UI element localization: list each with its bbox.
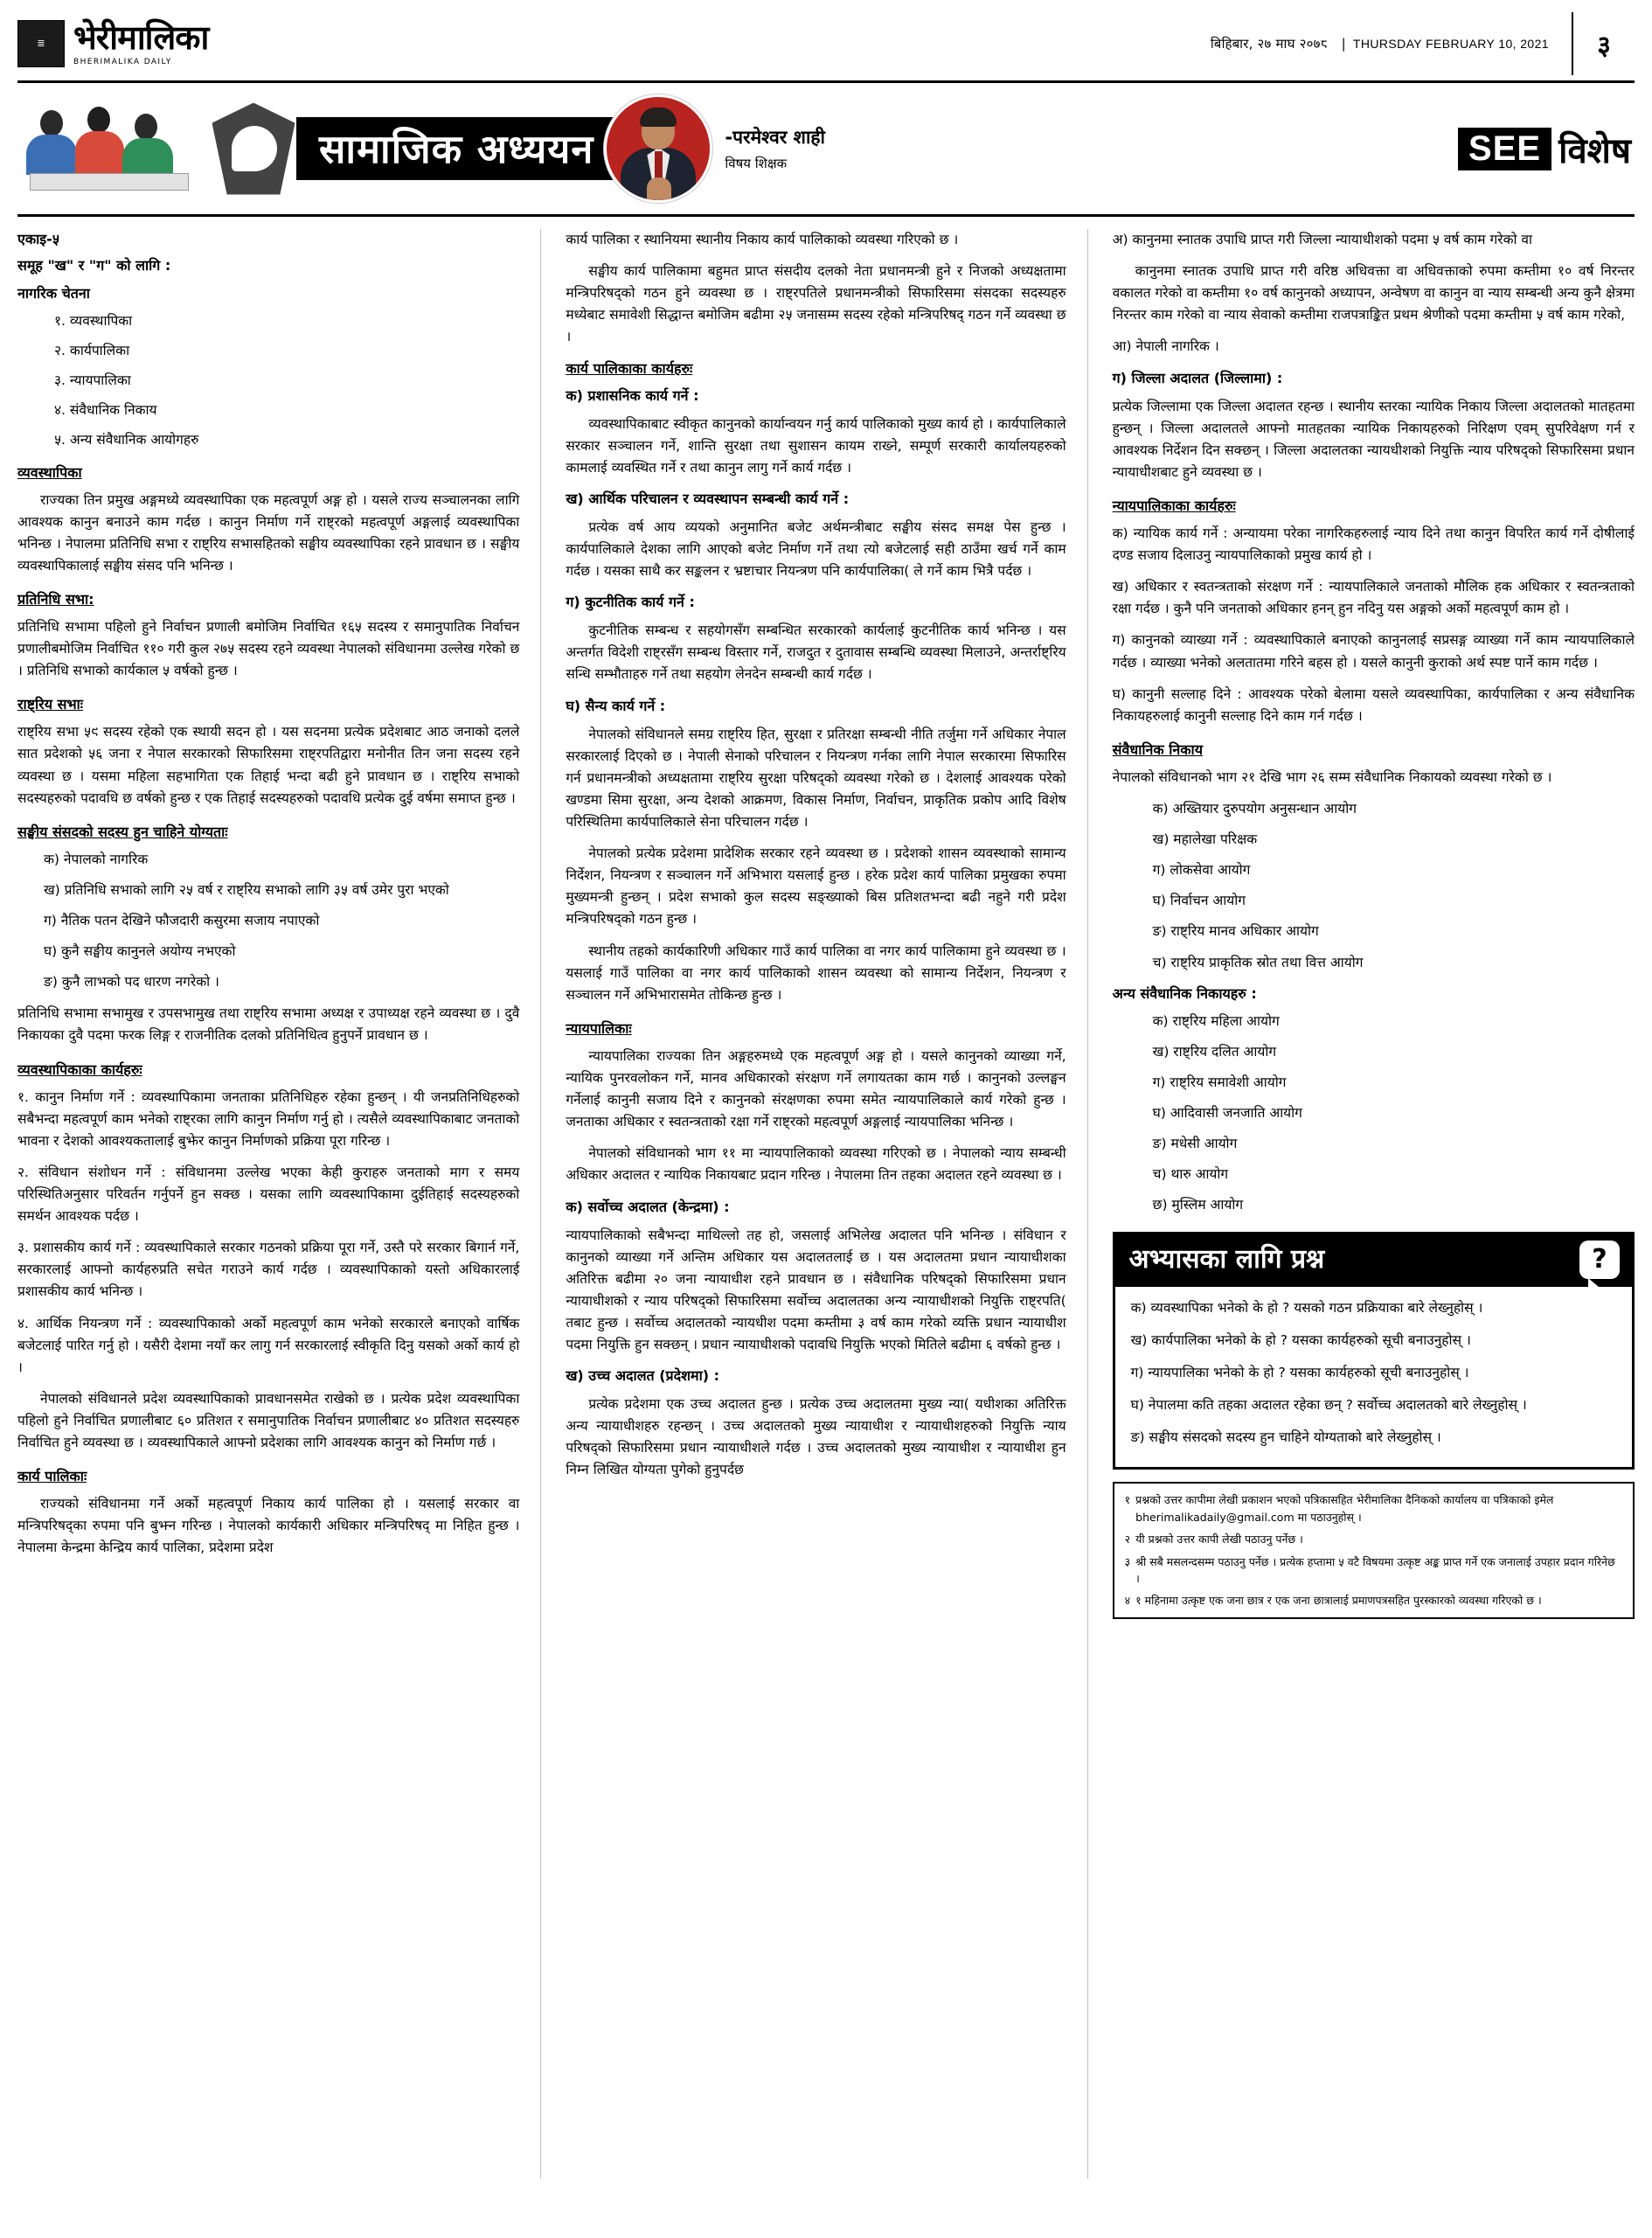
heading-constitutional-bodies: संवैधानिक निकाय [1112,740,1203,758]
masthead [17,12,1635,83]
heading-executive: कार्य पालिकाः [17,1468,87,1485]
note-row [1125,1553,1622,1588]
date-nepali: बिहिबार, २७ माघ २०७८ [1210,36,1328,52]
news-logo-icon: ≣ [17,20,65,67]
list-item: क) राष्ट्रिय महिला आयोग [1152,1012,1280,1029]
practice-questions-title: अभ्यासका लागि प्रश्न [1128,1244,1325,1275]
list-item: ख) महालेखा परिक्षक [1152,831,1258,848]
author-role: विषय शिक्षक [725,156,788,172]
list-item: ग) नैतिक पतन देखिने फौजदारी कसुरमा सजाय नपाएको [44,912,320,928]
list-item: ग) राष्ट्रिय समावेशी आयोग [1152,1074,1287,1090]
paragraph: १. कानुन निर्माण गर्ने : व्यवस्थापिकामा जनताका प्रतिनिधिहरु रहेका हुन्छन् । यी जनप्रतिनिधिहरुको सबैभन्दा महत्वपूर्ण काम भनेको राष्ट्रका लागि कानुन निर्माण गर्नु हो । त्यसैले व्यवस्थापिकाबाट जनताको भावना र देशको आवश्यकतालाई बुझेर कानुन निर्माणको प्रक्रिया पूरा गरिन्छ । [17,1088,520,1149]
subheading-financial: ख) आर्थिक परिचालन र व्यवस्थापन सम्बन्धी कार्य गर्ने : [566,490,850,507]
paragraph: ३. प्रशासकीय कार्य गर्ने : व्यवस्थापिकाले सरकार गठनको प्रक्रिया पूरा गर्ने, उस्तै परे सरकार बिगार्न गर्ने, सरकारलाई आफ्नो कार्यहरुप्रति सचेत गराउने कार्य गर्दछ । व्यवस्थापिकाको यस्तो अधिकारलाई प्रशासकीय कार्य भनिन्छ । [17,1240,520,1300]
students-illustration [17,96,205,201]
paragraph: प्रत्येक जिल्लामा एक जिल्ला अदालत रहन्छ । स्थानीय स्तरका न्यायिक निकाय जिल्ला अदालतको मातहतमा हुन्छन् । जिल्ला अदालतले आफ्नो मातहतका न्यायिक निकायहरुको निरिक्षण एवम् सुपरिवेक्षण गर्न र आवश्यक निर्देशन दिन सक्छन् । जिल्ला अदालतका न्यायधीशको नियुक्ति न्याय परिषद्को सिफारिसमा प्रधान न्यायाधीशबाट हुने व्यवस्था छ । [1112,398,1635,480]
list-item: च) राष्ट्रिय प्राकृतिक स्रोत तथा वित्त आयोग [1152,954,1364,970]
masthead-date [306,12,1572,75]
paragraph: न्यायपालिकाको सबैभन्दा माथिल्लो तह हो, जसलाई अभिलेख अदालत पनि भनिन्छ । संविधान र कानुनको व्याख्या गर्ने अन्तिम अधिकार यस अदालतलाई छ । यस अदालतमा प्रधान न्यायाधीशका अतिरिक्त बढीमा २० जना न्यायाधीश रहने प्रावधान छ । संवैधानिक परिषद्को सिफारिसमा प्रधान न्यायाधीशको र न्याय परिषद्को सिफारिसमा सर्वोच्च अदालतका अन्य न्यायाधीशको नियुक्ति राष्ट्रपति( तबाट हुन्छ । सर्वोच्च अदालतको न्यायधीश पदमा कम्तीमा ३ वर्ष काम गरेको व्यक्ति प्रधान न्यायाधीश पदमा नियुक्ति हुन सक्छन् । प्रधान न्यायाधीशको पदावधि नियुक्ति भएको मितिले बढीमा ६ वर्षको हुन्छ । [566,1227,1066,1353]
qualifications-list [17,849,519,994]
practice-questions-list [1115,1297,1632,1448]
unit-label: एकाइ-५ [17,231,60,247]
heading-qualifications: सङ्घीय संसदको सदस्य हुन चाहिने योग्यताः [17,823,228,840]
paragraph: ख) अधिकार र स्वतन्त्रताको संरक्षण गर्ने : न्यायपालिकाले जनताको मौलिक हक अधिकार र स्वतन्त्रताको रक्षा गर्दछ । कुनै पनि जनताको अधिकार हनन् हुन नदिनु यस अङ्गको अर्को महत्वपूर्ण काम हो । [1112,579,1635,617]
subheading-district-court: ग) जिल्ला अदालत (जिल्लामा) : [1112,369,1283,386]
author-name: -परमेश्वर शाही [725,126,825,148]
bullet-icon: १ [1124,1493,1131,1507]
bullet-icon: ४ [1124,1594,1131,1608]
column-two [564,229,1087,2179]
criterion-b-text: आ) नेपाली नागरिक । [1112,338,1219,355]
list-item: ङ) मधेसी आयोग [1152,1136,1238,1152]
constitutional-bodies-list [1113,798,1635,974]
list-item: घ) नेपालमा कति तहका अदालत रहेका छन् ? सर्वोच्च अदालतको बारे लेख्नुहोस् । [1130,1396,1527,1413]
list-item: क) अख्तियार दुरुपयोग अनुसन्धान आयोग [1152,800,1357,817]
bullet-icon: २ [1124,1533,1131,1546]
list-item: घ) आदिवासी जनजाति आयोग [1152,1104,1302,1121]
newspaper-logo [17,12,306,75]
subheading-high-court: ख) उच्च अदालत (प्रदेशमा) : [566,1367,720,1385]
subheading-supreme-court: क) सर्वोच्च अदालत (केन्द्रमा) : [566,1198,730,1215]
heading-judiciary-functions: न्यायपालिकाका कार्यहरुः [1112,497,1236,514]
paragraph: नेपालको संविधानको भाग ११ मा न्यायपालिकाको व्यवस्था गरिएको छ । नेपालको न्याय सम्बन्धी अधिकार अदालत र न्यायिक निकायबाट प्रदान गरिन्छ । नेपालमा तिन तहका अदालत रहने व्यवस्था छ । [566,1145,1066,1184]
see-badge-np: विशेष [1558,130,1631,171]
practice-questions-header [1115,1234,1632,1287]
heading-executive-functions: कार्य पालिकाका कार्यहरुः [566,359,693,377]
paragraph: प्रत्येक वर्ष आय व्ययको अनुमानित बजेट अर्थमन्त्रीबाट सङ्घीय संसद समक्ष पेस हुन्छ । कार्यपालिकाले देशका लागि आएको बजेट निर्माण गर्ने तथा त्यो बजेटलाई सही ठाउँमा खर्च गर्ने काम गर्दछ । यसका साथै कर सङ्कलन र भ्रष्टाचार नियन्त्रण पनि कार्यपालिका( ले गर्ने काम भित्रै पर्दछ । [566,518,1066,580]
paragraph: नेपालको संविधानले समग्र राष्ट्रिय हित, सुरक्षा र प्रतिरक्षा सम्बन्धी नीति तर्जुमा गर्ने अधिकार नेपाल सरकारलाई दिएको छ । नेपाली सेनाको परिचालन र नियन्त्रण गर्नका लागि नेपाल सरकारमा सिफारिस गर्न प्रधानमन्त्रीको अध्यक्षतामा राष्ट्रिय सुरक्षा परिषद्को व्यवस्था गरेको छ । देशलाई आवश्यक परेको खण्डमा सिमा सुरक्षा, अन्य देशको आक्रमण, विकास निर्माण, निर्वाचन, प्राकृतिक प्रकोप आदि विशेष परिस्थितिमा कार्यपालिकाले सेना परिचालन गर्दछ । [566,726,1066,830]
paragraph: घ) कानुनी सल्लाह दिने : आवश्यक परेको बेलामा यसले व्यवस्थापिका, कार्यपालिका र अन्य संवैधानिक निकायहरुलाई कानुनी सल्लाह दिने काम गर्न गर्दछ । [1112,685,1635,724]
note-text: प्रश्नको उत्तर कापीमा लेखी प्रकाशन भएको पत्रिकासहित भेरीमालिका दैनिकको कार्यालय वा पत्रिकाको इमेल bherimalikadaily@gmail.com मा पठाउनुहोस् । [1135,1493,1554,1524]
note-text: यी प्रश्नको उत्तर कापी लेखी पठाउनु पर्नेछ । [1135,1533,1303,1546]
other-bodies-list [1113,1011,1635,1217]
banner-emblem-icon [205,96,302,201]
note-text: १ महिनामा उत्कृष्ट एक जना छात्र र एक जना छात्रालाई प्रमाणपत्रसहित पुरस्कारको व्यवस्था गरिएको छ । [1135,1594,1542,1608]
list-item: ५. अन्य संवैधानिक आयोगहरु [54,432,199,448]
heading-legislature: व्यवस्थापिका [17,463,82,481]
list-item: ख) कार्यपालिका भनेको के हो ? यसका कार्यहरुको सूची बनाउनुहोस् । [1130,1332,1471,1349]
paragraph: सङ्घीय कार्य पालिकामा बहुमत प्राप्त संसदीय दलको नेता प्रधानमन्त्री हुने र निजको अध्यक्षतामा मन्त्रिपरिषद्को गठन हुने व्यवस्था छ । राष्ट्रपतिले प्रधानमन्त्रीको सिफारिसमा संसदका सदस्यहरु मध्येबाट समावेशी सिद्धान्त बमोजिम बढीमा २५ जनासम्म सदस्य रहेको मन्त्रिपरिषद् गठन गर्ने व्यवस्था छ । [566,263,1066,345]
paragraph: राज्यको संविधानमा गर्ने अर्को महत्वपूर्ण निकाय कार्य पालिका हो । यसलाई सरकार वा मन्त्रिपरिषद्का रुपमा पनि बुझ्न गरिन्छ । नेपालको कार्यकारी अधिकार मन्त्रिपरिषद् मा निहित हुन्छ । नेपालमा केन्द्रमा केन्द्रिय कार्य पालिका, प्रदेशमा प्रदेश [17,1496,520,1556]
list-item: च) थारु आयोग [1152,1166,1229,1183]
heading-other-bodies: अन्य संवैधानिक निकायहरु : [1112,984,1257,1002]
list-item: १. व्यवस्थापिका [54,313,133,329]
section-title-block [296,117,623,180]
subheading-administrative: क) प्रशासनिक कार्य गर्ने : [566,386,699,404]
author-meta [725,125,825,173]
heading-judiciary: न्यायपालिकाः [566,1019,632,1037]
list-item: ख) राष्ट्रिय दलित आयोग [1152,1043,1277,1060]
list-item: घ) कुनै सङ्घीय कानुनले अयोग्य नभएको [44,943,236,960]
practice-questions-box [1113,1232,1635,1470]
list-item: क) नेपालको नागरिक [44,851,149,867]
paragraph: कानुनमा स्नातक उपाधि प्राप्त गरी वरिष्ठ अधिवक्ता वा अधिवक्ताको रुपमा कम्तीमा १० वर्ष निरन्तर वकालत गरेको वा कम्तीमा १० वर्ष कानुनको अध्यापन, अन्वेषण वा कानुन वा न्याय सम्बन्धी अन्य कुनै क्षेत्रमा निरन्तर काम गरेको वा न्याय सेवाको कम्तीमा राजपत्राङ्कित प्रथम श्रेणीको पदमा कम्तीमा ५ वर्ष काम गरेको, [1112,263,1635,323]
list-item: ग) न्यायपालिका भनेको के हो ? यसका कार्यहरुको सूची बनाउनुहोस् । [1130,1364,1469,1380]
list-item: घ) निर्वाचन आयोग [1152,893,1246,909]
paragraph: ४. आर्थिक नियन्त्रण गर्ने : व्यवस्थापिकाको अर्को महत्वपूर्ण काम भनेको सरकारले बनाएको वार्षिक बजेटलाई पारित गर्नु हो । यसैरी देशमा नयाँ कर लागु गर्न सरकारलाई स्वीकृति दिनु यसको अर्को कार्य हो । [17,1315,520,1375]
criterion-a [1113,229,1635,251]
paragraph: नेपालको प्रत्येक प्रदेशमा प्रादेशिक सरकार रहने व्यवस्था छ । प्रदेशको शासन व्यवस्थाको सामान्य निर्देशन, नियन्त्रण र सञ्चालन गर्ने अभिभारा यसलाई हुन्छ । हरेक प्रदेश कार्य पालिका प्रमुखका रुपमा मुख्यमन्त्री हुन्छन् । प्रदेश सभाको कुल सदस्य सङ्ख्याको बिस प्रतिशतभन्दा बढी नहुने गरी प्रदेश मन्त्रिपरिषद्को गठन हुन्छ । [566,845,1066,928]
see-badge-en: SEE [1458,128,1551,170]
paragraph: व्यवस्थापिकाबाट स्वीकृत कानुनको कार्यान्वयन गर्नु कार्य पालिकाको मुख्य कार्य हो । कार्यपालिकाले सरकार सञ्चालन गर्ने, शान्ति सुरक्षा तथा सुशासन कायम राख्ने, सम्पूर्ण सरकारी कार्यालयहरुको कामलाई व्यवस्थित गर्ने र तथा कानुन लागु गर्ने कार्य गर्दछ । [566,415,1066,476]
paragraph: न्यायपालिका राज्यका तिन अङ्गहरुमध्ये एक महत्वपूर्ण अङ्ग हो । यसले कानुनको व्याख्या गर्ने, न्यायिक पुनरवलोकन गर्ने, मानव अधिकारको संरक्षण गर्ने लगायतका काम गर्छ । कानुनको उल्लङ्घन गर्नेलाई कानुनी सजाय दिने र कानुनको संरक्षणका रुपमा समेत न्यायपालिकाले कार्य गरेको हुन्छ । जनताका अधिकार र स्वतन्त्रताको रक्षा गर्ने राष्ट्रको महत्वपूर्ण अङ्गलाई न्यायपालिका भनिन्छ । [566,1047,1066,1130]
topic-list [17,310,519,452]
date-english: THURSDAY FEBRUARY 10, 2021 [1352,37,1549,51]
paragraph: प्रत्येक प्रदेशमा एक उच्च अदालत हुन्छ । प्रत्येक उच्च अदालतमा मुख्य न्या( यधीशका अतिरिक्त अन्य न्यायाधीशहरु रहन्छन् । उच्च अदालतको मुख्य न्यायाधीश र न्यायाधीशहरुको नियुक्ति न्याय परिषद्को सिफारिसमा प्रधान न्यायाधीशले गर्दछ । उच्च अदालतको मुख्य न्यायाधीश र न्यायाधीश हुन निम्न लिखित योग्यता पुगेको हुनुपर्दछ [566,1396,1066,1478]
list-item: छ) मुस्लिम आयोग [1152,1197,1244,1213]
subheading-military: घ) सैन्य कार्य गर्ने : [566,697,666,714]
logo-text [73,18,209,66]
note-row [1125,1531,1622,1547]
section-title: सामाजिक अध्ययन [319,125,594,172]
paragraph: प्रतिनिधि सभामा पहिलो हुने निर्वाचन प्रणाली बमोजिम निर्वाचित १६५ सदस्य र समानुपातिक निर्वाचन प्रणालीबमोजिम निर्वाचित ११० गरी कुल २७५ सदस्य रहने व्यवस्था नेपालको संविधानमा उल्लेख गरेको छ । प्रतिनिधि सभाको कार्यकाल ५ वर्षको हुन्छ । [17,618,520,679]
list-item: ङ) कुनै लाभको पद धारण नगरेको । [44,974,219,990]
criterion-a-text: अ) कानुनमा स्नातक उपाधि प्राप्त गरी जिल्ला न्यायाधीशको पदमा ५ वर्ष काम गरेको वा [1112,232,1533,247]
paragraph: ग) कानुनको व्याख्या गर्ने : व्यवस्थापिकाले बनाएको कानुनलाई सप्रसङ्ग व्याख्या गर्ने काम न्यायपालिकाले गर्दछ । व्याख्या भनेको अलतातमा गरिने बहस हो । यसले कानुनी कुराको अर्थ स्पष्ट पार्ने काम गर्दछ । [1112,632,1635,671]
list-item: ङ) राष्ट्रिय मानव अधिकार आयोग [1152,923,1319,940]
heading-national-assembly: राष्ट्रिय सभाः [17,696,84,713]
note-text: श्री सबै मसलन्दसम्म पठाउनु पर्नेछ । प्रत्येक हप्तामा ५ वटै विषयमा उत्कृष्ट अङ्क प्राप्त गर्ने एक जनालाई उपहार प्रदान गरिनेछ । [1135,1554,1615,1585]
author-avatar [604,94,712,203]
date-separator: | [1341,36,1346,52]
list-item: ४. संवैधानिक निकाय [54,402,157,419]
paragraph: २. संविधान संशोधन गर्ने : संविधानमा उल्लेख भएका केही कुराहरु जनताको माग र समय परिस्थितिअनुसार परिवर्तन गर्नुपर्ने हुन सक्छ । यसका लागि व्यवस्थापिकामा दुईतिहाई सदस्यहरुको समर्थन आवश्यक पर्दछ । [17,1164,520,1225]
list-item: क) व्यवस्थापिका भनेको के हो ? यसको गठन प्रक्रियाका बारे लेख्नुहोस् । [1130,1300,1483,1317]
list-item: ङ) सङ्घीय संसदको सदस्य हुन चाहिने योग्यताको बारे लेख्नुहोस् । [1130,1428,1441,1445]
group-label: समूह "ख" र "ग" को लागि : [17,257,171,274]
column-three [1111,229,1635,2179]
paragraph: कार्य पालिका र स्थानियमा स्थानीय निकाय कार्य पालिकाको व्यवस्था गरिएको छ । [566,232,959,247]
section-banner [17,83,1635,217]
paragraph: प्रतिनिधि सभामा सभामुख र उपसभामुख तथा राष्ट्रिय सभामा अध्यक्ष र उपाध्यक्ष रहने व्यवस्था छ । दुवै निकायका दुवै पदमा फरक लिङ्ग र राजनीतिक दलको प्रतिनिधित्व हुनुपर्ने प्रावधान छ । [17,1005,520,1044]
list-item: २. कार्यपालिका [54,343,130,359]
question-mark-icon: ? [1579,1241,1620,1279]
heading-legislature-functions: व्यवस्थापिकाका कार्यहरुः [17,1060,142,1078]
paragraph: नेपालको संविधानको भाग २१ देखि भाग २६ सम्म संवैधानिक निकायको व्यवस्था गरेको छ । [1112,768,1552,785]
list-item: ३. न्यायपालिका [54,372,131,389]
note-row [1125,1592,1622,1609]
paragraph: स्थानीय तहको कार्यकारिणी अधिकार गाउँ कार्य पालिका वा नगर कार्य पालिकामा हुने व्यवस्था छ । यसलाई गाउँ पालिका वा नगर कार्य पालिकाको शासन व्यवस्था को सामान्य निर्देशन, नियन्त्रण र सञ्चालन गर्ने अभिभारासमेत तोकिन्छ हुन्छ । [566,942,1066,1003]
see-special-badge [1458,125,1635,173]
paragraph: कुटनीतिक सम्बन्ध र सहयोगसँग सम्बन्धित सरकारको कार्यलाई कुटनीतिक कार्य भनिन्छ । यस अन्तर्गत विदेशी राष्ट्रसँग सम्बन्ध विस्तार गर्ने, राजदुत र दुतावास सम्बन्धि व्यवस्था मिलाउने, अन्तर्राष्ट्रिय सन्धि सम्भौताहरु गर्ने तथा सहयोग लेनदेन सम्बन्धी कार्य गर्दछ । [566,622,1066,683]
list-item: ग) लोकसेवा आयोग [1152,862,1251,879]
paragraph: राज्यका तिन प्रमुख अङ्गमध्ये व्यवस्थापिका एक महत्वपूर्ण अङ्ग हो । यसले राज्य सञ्चालनका लागि आवश्यक कानुन बनाउने काम गर्दछ । कानुन निर्माण गर्ने राष्ट्रको महत्वपूर्ण अङ्गलाई व्यवस्थापिका भनिन्छ । नेपालमा प्रतिनिधि सभा र राष्ट्रिय सभासहितको सङ्घीय व्यवस्थापिका रहने प्रावधान छ । सङ्घीय व्यवस्थापिकालाई सङ्घीय संसद पनि भनिन्छ । [17,491,520,573]
list-item: ख) प्रतिनिधि सभाको लागि २५ वर्ष र राष्ट्रिय सभाको लागि ३५ वर्ष उमेर पुरा भएको [44,881,449,898]
paragraph: क) न्यायिक कार्य गर्ने : अन्यायमा परेका नागरिकहरुलाई न्याय दिने तथा कानुन विपरित कार्य गर्ने दोषीलाई दण्ड सजाय दिलाउनु न्यायपालिकाको प्रमुख कार्य हो । [1112,525,1635,564]
submission-notes-box [1113,1482,1635,1618]
column-one [17,229,541,2179]
subheading-diplomatic: ग) कुटनीतिक कार्य गर्ने : [566,594,695,611]
article-body [17,229,1635,2179]
bullet-icon: ३ [1124,1554,1131,1568]
paragraph: नेपालको संविधानले प्रदेश व्यवस्थापिकाको प्रावधानसमेत राखेको छ । प्रत्येक प्रदेश व्यवस्थापिका पहिलो हुने निर्वाचित प्रणालीबाट ६० प्रतिशत र समानुपातिक निर्वाचन प्रणालीबाट ४० प्रतिशत सदस्यहरु निर्वाचित हुने व्यवस्था छ । व्यवस्थापिकाले आफ्नो प्रदेशका लागि आवश्यक कानुन को निर्माण गर्छ । [17,1390,520,1451]
paragraph: राष्ट्रिय सभा ५९ सदस्य रहेको एक स्थायी सदन हो । यस सदनमा प्रत्येक प्रदेशबाट आठ जनाको दलले सात प्रदेशको ५६ जना र नेपाल सरकारको सिफारिसमा राष्ट्रपतिद्वारा मनोनीत तिन जना सदस्य रहने व्यवस्था छ । यसमा महिला सहभागिता एक तिहाई भन्दा बढी हुने प्रावधान छ । राष्ट्रिय सभाको सदस्यहरुको पदावधि छ वर्षको हुन्छ र एक तिहाई सदस्यहरुको पदावधि प्रत्येक दुई वर्षमा समाप्त हुन्छ । [17,724,520,806]
page-number: ३ [1572,12,1635,75]
logo-subtitle: BHERIMALIKA DAILY [73,58,172,66]
topic-heading: नागरिक चेतना [17,285,90,302]
logo-title: भेरीमालिका [73,18,209,57]
heading-house-of-representatives: प्रतिनिधि सभा: [17,590,94,608]
note-row [1125,1491,1622,1526]
